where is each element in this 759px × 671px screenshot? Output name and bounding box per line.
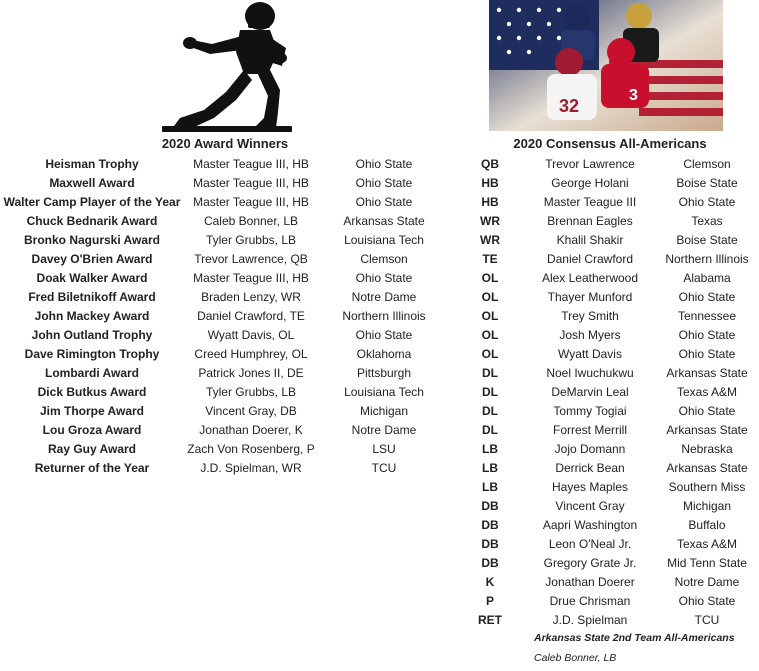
award-name: Dick Butkus Award bbox=[37, 385, 147, 399]
player-name: Leon O'Neal Jr. bbox=[548, 537, 632, 551]
award-name: Lombardi Award bbox=[44, 366, 139, 380]
heisman-trophy-logo bbox=[152, 0, 300, 134]
position: DB bbox=[481, 556, 499, 570]
award-winner: Patrick Jones II, DE bbox=[198, 366, 304, 380]
award-school: Pittsburgh bbox=[356, 366, 412, 380]
award-name: Doak Walker Award bbox=[36, 271, 148, 285]
position: TE bbox=[482, 252, 498, 266]
award-school: TCU bbox=[371, 461, 397, 475]
position: DL bbox=[482, 385, 498, 399]
all-american-row bbox=[0, 402, 759, 421]
award-name: Lou Groza Award bbox=[42, 423, 142, 437]
position: DL bbox=[482, 366, 498, 380]
award-winner: Tyler Grubbs, LB bbox=[205, 233, 297, 247]
second-team-title: Arkansas State 2nd Team All-Americans bbox=[534, 632, 735, 644]
player-name: Wyatt Davis bbox=[558, 347, 622, 361]
jersey-number-32: 32 bbox=[559, 96, 580, 116]
player-school: Clemson bbox=[683, 157, 731, 171]
player-school: Northern Illinois bbox=[665, 252, 749, 266]
award-winner: Master Teague III, HB bbox=[193, 157, 309, 171]
player-name: DeMarvin Leal bbox=[551, 385, 629, 399]
award-name: Davey O'Brien Award bbox=[31, 252, 153, 266]
award-name: Chuck Bednarik Award bbox=[26, 214, 158, 228]
all-american-row bbox=[0, 212, 759, 231]
award-school: Ohio State bbox=[355, 271, 413, 285]
award-school: Oklahoma bbox=[356, 347, 412, 361]
award-name: Walter Camp Player of the Year bbox=[3, 195, 181, 209]
player-name: Jojo Domann bbox=[554, 442, 626, 456]
all-american-row bbox=[0, 478, 759, 497]
award-name: Jim Thorpe Award bbox=[39, 404, 145, 418]
award-name: Returner of the Year bbox=[34, 461, 150, 475]
player-name: Gregory Grate Jr. bbox=[543, 556, 637, 570]
player-school: Ohio State bbox=[678, 195, 736, 209]
player-school: Buffalo bbox=[688, 518, 726, 532]
award-school: Arkansas State bbox=[343, 214, 425, 228]
player-name: Josh Myers bbox=[559, 328, 621, 342]
position: WR bbox=[480, 214, 500, 228]
award-name: Heisman Trophy bbox=[45, 157, 139, 171]
award-winner: Daniel Crawford, TE bbox=[197, 309, 305, 323]
award-winner: Trevor Lawrence, QB bbox=[194, 252, 308, 266]
position: K bbox=[485, 575, 495, 589]
all-american-row bbox=[0, 573, 759, 592]
award-name: John Outland Trophy bbox=[31, 328, 153, 342]
award-school: Louisiana Tech bbox=[344, 233, 424, 247]
position: HB bbox=[481, 176, 499, 190]
player-school: Ohio State bbox=[678, 404, 736, 418]
player-name: J.D. Spielman bbox=[552, 613, 628, 627]
position: OL bbox=[481, 309, 499, 323]
player-name: Derrick Bean bbox=[555, 461, 625, 475]
award-name: John Mackey Award bbox=[34, 309, 150, 323]
player-school: Texas bbox=[691, 214, 723, 228]
all-american-row bbox=[0, 516, 759, 535]
all-american-row bbox=[0, 421, 759, 440]
award-school: Ohio State bbox=[355, 157, 413, 171]
award-name: Ray Guy Award bbox=[47, 442, 137, 456]
player-school: Arkansas State bbox=[666, 423, 748, 437]
all-americans-banner-image bbox=[489, 0, 723, 131]
award-school: Michigan bbox=[359, 404, 409, 418]
player-name: Thayer Munford bbox=[547, 290, 633, 304]
award-winner: Vincent Gray, DB bbox=[205, 404, 297, 418]
all-american-row bbox=[0, 155, 759, 174]
player-school: Nebraska bbox=[681, 442, 733, 456]
position: RET bbox=[478, 613, 502, 627]
award-winner: Tyler Grubbs, LB bbox=[205, 385, 297, 399]
award-school: LSU bbox=[372, 442, 396, 456]
all-american-row bbox=[0, 307, 759, 326]
award-winner: Creed Humphrey, OL bbox=[194, 347, 308, 361]
award-winner: Wyatt Davis, OL bbox=[207, 328, 295, 342]
award-school: Ohio State bbox=[355, 328, 413, 342]
award-name: Bronko Nagurski Award bbox=[23, 233, 161, 247]
position: LB bbox=[482, 461, 498, 475]
player-name: Hayes Maples bbox=[551, 480, 629, 494]
player-name: Trevor Lawrence bbox=[545, 157, 635, 171]
player-school: Boise State bbox=[676, 176, 738, 190]
all-american-row bbox=[0, 269, 759, 288]
player-school: Notre Dame bbox=[674, 575, 740, 589]
all-american-row bbox=[0, 193, 759, 212]
player-name: Alex Leatherwood bbox=[541, 271, 639, 285]
player-school: Tennessee bbox=[677, 309, 737, 323]
position: DB bbox=[481, 518, 499, 532]
position: WR bbox=[480, 233, 500, 247]
position: DB bbox=[481, 499, 499, 513]
award-winner: Caleb Bonner, LB bbox=[203, 214, 299, 228]
player-name: Forrest Merrill bbox=[553, 423, 627, 437]
position: LB bbox=[482, 480, 498, 494]
player-school: Southern Miss bbox=[668, 480, 746, 494]
all-american-row bbox=[0, 459, 759, 478]
award-school: Ohio State bbox=[355, 195, 413, 209]
position: LB bbox=[482, 442, 498, 456]
all-american-row bbox=[0, 231, 759, 250]
player-name: George Holani bbox=[551, 176, 629, 190]
position: OL bbox=[481, 347, 499, 361]
award-name: Dave Rimington Trophy bbox=[24, 347, 160, 361]
position: DB bbox=[481, 537, 499, 551]
all-american-row bbox=[0, 440, 759, 459]
all-american-row bbox=[0, 535, 759, 554]
award-winner: Zach Von Rosenberg, P bbox=[187, 442, 315, 456]
position: OL bbox=[481, 328, 499, 342]
player-name: Vincent Gray bbox=[555, 499, 625, 513]
player-school: TCU bbox=[694, 613, 720, 627]
all-american-row bbox=[0, 326, 759, 345]
player-name: Tommy Togiai bbox=[553, 404, 627, 418]
second-team-name: Caleb Bonner, LB bbox=[534, 652, 617, 664]
all-american-row bbox=[0, 383, 759, 402]
all-american-row bbox=[0, 250, 759, 269]
all-american-row bbox=[0, 497, 759, 516]
award-school: Clemson bbox=[360, 252, 408, 266]
player-name: Jonathan Doerer bbox=[545, 575, 635, 589]
award-winners-title: 2020 Award Winners bbox=[161, 136, 289, 151]
player-school: Ohio State bbox=[678, 290, 736, 304]
position: OL bbox=[481, 271, 499, 285]
player-school: Arkansas State bbox=[666, 366, 748, 380]
all-americans-title: 2020 Consensus All-Americans bbox=[513, 136, 707, 151]
player-school: Texas A&M bbox=[676, 385, 738, 399]
position: P bbox=[485, 594, 494, 608]
all-american-row bbox=[0, 288, 759, 307]
award-name: Maxwell Award bbox=[49, 176, 135, 190]
player-name: Trey Smith bbox=[561, 309, 619, 323]
player-school: Ohio State bbox=[678, 328, 736, 342]
award-school: Northern Illinois bbox=[342, 309, 426, 323]
player-school: Ohio State bbox=[678, 347, 736, 361]
position: HB bbox=[481, 195, 499, 209]
position: QB bbox=[481, 157, 499, 171]
all-american-row bbox=[0, 611, 759, 630]
position: DL bbox=[482, 423, 498, 437]
award-winner: Braden Lenzy, WR bbox=[201, 290, 301, 304]
jersey-number-3: 3 bbox=[629, 87, 638, 104]
award-winner: Master Teague III, HB bbox=[193, 195, 309, 209]
all-american-row bbox=[0, 364, 759, 383]
player-school: Ohio State bbox=[678, 594, 736, 608]
player-name: Daniel Crawford bbox=[546, 252, 634, 266]
player-school: Alabama bbox=[683, 271, 731, 285]
player-school: Mid Tenn State bbox=[667, 556, 747, 570]
player-name: Master Teague III bbox=[543, 195, 637, 209]
player-name: Drue Chrisman bbox=[549, 594, 631, 608]
award-name: Fred Biletnikoff Award bbox=[28, 290, 156, 304]
all-american-row bbox=[0, 592, 759, 611]
player-name: Khalil Shakir bbox=[556, 233, 624, 247]
award-winner: Master Teague III, HB bbox=[193, 176, 309, 190]
all-american-row bbox=[0, 554, 759, 573]
all-american-row bbox=[0, 345, 759, 364]
player-name: Aapri Washington bbox=[542, 518, 638, 532]
all-american-row bbox=[0, 174, 759, 193]
player-school: Boise State bbox=[676, 233, 738, 247]
award-winner: J.D. Spielman, WR bbox=[200, 461, 302, 475]
award-school: Louisiana Tech bbox=[344, 385, 424, 399]
player-school: Michigan bbox=[682, 499, 732, 513]
player-name: Brennan Eagles bbox=[547, 214, 633, 228]
award-school: Notre Dame bbox=[351, 290, 417, 304]
award-winner: Master Teague III, HB bbox=[193, 271, 309, 285]
player-school: Texas A&M bbox=[676, 537, 738, 551]
player-name: Noel Iwuchukwu bbox=[546, 366, 634, 380]
award-school: Notre Dame bbox=[351, 423, 417, 437]
player-school: Arkansas State bbox=[666, 461, 748, 475]
position: DL bbox=[482, 404, 498, 418]
award-school: Ohio State bbox=[355, 176, 413, 190]
award-winner: Jonathan Doerer, K bbox=[199, 423, 303, 437]
position: OL bbox=[481, 290, 499, 304]
